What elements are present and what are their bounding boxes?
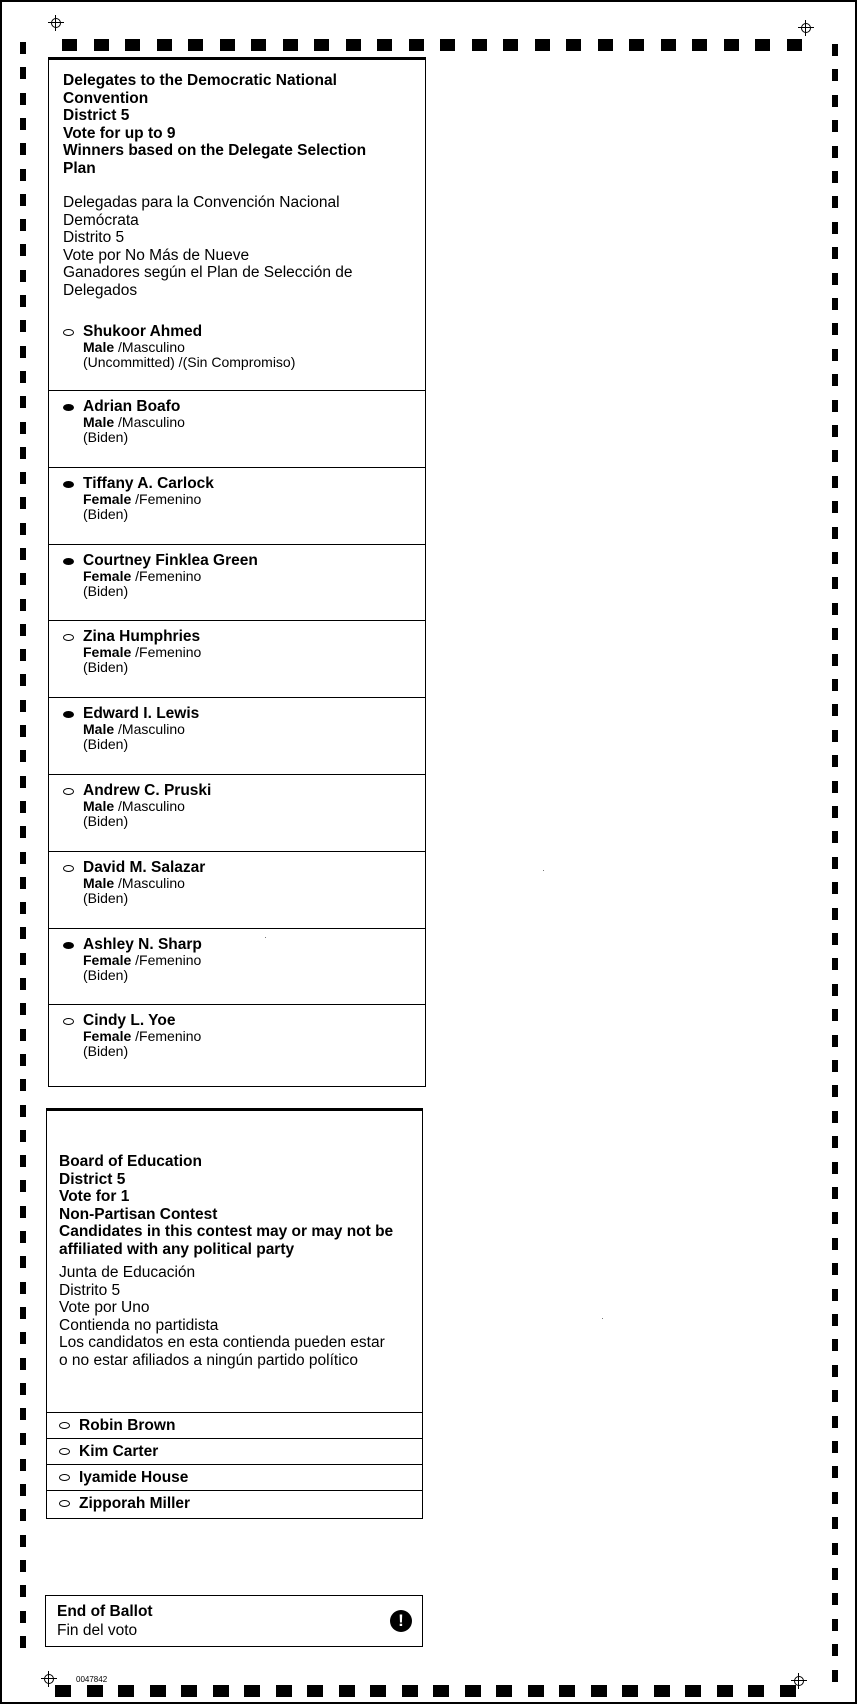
vote-oval[interactable]: [63, 1018, 74, 1025]
vote-oval[interactable]: [59, 1422, 70, 1429]
timing-mark: [20, 396, 26, 408]
timing-mark: [20, 927, 26, 939]
header-line: o no estar afiliados a ningún partido político: [59, 1351, 359, 1369]
vote-oval[interactable]: [63, 634, 74, 641]
timing-mark: [832, 1390, 838, 1402]
timing-mark: [832, 1314, 838, 1326]
timing-mark: [20, 118, 26, 130]
timing-mark: [440, 39, 455, 51]
timing-mark: [20, 1408, 26, 1420]
timing-mark: [832, 298, 838, 310]
timing-mark: [20, 1206, 26, 1218]
candidate-affiliation: (Biden): [83, 659, 129, 676]
delegates-header-es: [63, 194, 353, 299]
timing-mark: [20, 1079, 26, 1091]
timing-mark: [244, 1685, 260, 1697]
timing-mark: [832, 603, 838, 615]
timing-mark: [87, 1685, 103, 1697]
candidate-gender: Male /Masculino: [83, 721, 185, 738]
timing-mark: [20, 42, 26, 54]
candidate-row[interactable]: [49, 544, 425, 621]
timing-mark: [20, 1383, 26, 1395]
vote-oval[interactable]: [63, 481, 74, 488]
timing-mark: [20, 1029, 26, 1041]
vote-oval[interactable]: [63, 788, 74, 795]
end-of-ballot-box: [45, 1595, 423, 1647]
candidate-gender: Female /Femenino: [83, 951, 202, 968]
timing-mark: [150, 1685, 166, 1697]
timing-mark: [220, 39, 235, 51]
timing-mark: [832, 1619, 838, 1631]
header-line: Contienda no partidista: [59, 1316, 219, 1334]
timing-mark: [832, 222, 838, 234]
timing-mark: [832, 1365, 838, 1377]
candidate-affiliation: (Biden): [83, 813, 129, 829]
timing-mark: [496, 1685, 512, 1697]
timing-mark: [20, 169, 26, 181]
timing-mark: [661, 39, 676, 51]
timing-mark: [832, 1162, 838, 1174]
header-line: Ganadores según el Plan de Selección de: [63, 264, 353, 281]
candidate-row[interactable]: [47, 1490, 422, 1516]
timing-mark: [346, 39, 361, 51]
timing-mark: [566, 39, 581, 51]
header-line: Board of Education: [59, 1153, 202, 1170]
timing-mark: [20, 447, 26, 459]
timing-mark: [472, 39, 487, 51]
candidate-name: Kim Carter: [79, 1443, 159, 1460]
timing-mark: [20, 1105, 26, 1117]
timing-mark: [832, 654, 838, 666]
registration-mark-top-left: [48, 15, 64, 31]
timing-mark: [377, 39, 392, 51]
timing-mark: [20, 674, 26, 686]
header-line: District 5: [63, 107, 130, 124]
vote-oval[interactable]: [63, 711, 74, 718]
timing-mark: [591, 1685, 607, 1697]
timing-mark: [832, 69, 838, 81]
timing-mark: [20, 219, 26, 231]
exclamation-icon: !: [390, 1610, 412, 1632]
header-line: Delegados: [63, 281, 138, 299]
timing-mark: [94, 39, 109, 51]
timing-mark: [832, 1060, 838, 1072]
header-line: Delegadas para la Convención Nacional: [63, 194, 340, 211]
timing-mark: [832, 374, 838, 386]
timing-mark: [832, 1441, 838, 1453]
timing-mark: [20, 1307, 26, 1319]
candidate-affiliation: (Biden): [83, 889, 129, 906]
timing-mark: [20, 67, 26, 79]
timing-mark: [20, 776, 26, 788]
timing-mark: [20, 573, 26, 585]
header-line: Distrito 5: [63, 229, 125, 246]
header-line: Non-Partisan Contest: [59, 1205, 218, 1223]
timing-mark: [465, 1685, 481, 1697]
timing-mark: [20, 472, 26, 484]
header-line: Junta de Educación: [59, 1264, 196, 1281]
header-line: Vote for 1: [59, 1188, 130, 1205]
candidate-affiliation: (Uncommitted) /(Sin Compromiso): [83, 354, 296, 370]
timing-mark: [832, 1212, 838, 1224]
timing-mark: [213, 1685, 229, 1697]
timing-mark: [20, 599, 26, 611]
timing-mark: [20, 1054, 26, 1066]
candidate-name: Andrew C. Pruski: [83, 782, 212, 799]
candidate-name: Tiffany A. Carlock: [83, 474, 214, 492]
timing-mark: [251, 39, 266, 51]
timing-mark: [832, 958, 838, 970]
candidate-name: Adrian Boafo: [83, 398, 181, 415]
page-left-border: [0, 0, 2, 1704]
timing-mark: [20, 1231, 26, 1243]
candidate-row[interactable]: [47, 1412, 422, 1438]
timing-mark: [20, 649, 26, 661]
candidate-row[interactable]: [49, 620, 425, 697]
timing-mark: [832, 527, 838, 539]
timing-mark: [832, 1289, 838, 1301]
header-line: Delegates to the Democratic National: [63, 72, 337, 89]
header-line: Candidates in this contest may or may not be: [59, 1223, 394, 1240]
timing-mark: [832, 704, 838, 716]
timing-mark: [832, 755, 838, 767]
candidate-row[interactable]: [49, 697, 425, 774]
timing-mark: [20, 1459, 26, 1471]
candidate-gender: Female /Femenino: [83, 1028, 202, 1045]
timing-mark: [181, 1685, 197, 1697]
candidate-name: Shukoor Ahmed: [83, 323, 203, 340]
timing-mark: [832, 120, 838, 132]
timing-mark: [832, 857, 838, 869]
timing-mark: [20, 1433, 26, 1445]
timing-mark: [503, 39, 518, 51]
timing-mark: [339, 1685, 355, 1697]
header-line: Plan: [63, 159, 96, 177]
header-line: Demócrata: [63, 211, 139, 229]
timing-mark: [20, 320, 26, 332]
timing-mark: [20, 194, 26, 206]
timing-mark: [832, 831, 838, 843]
timing-mark: [20, 700, 26, 712]
timing-mark: [20, 1003, 26, 1015]
candidate-row[interactable]: [49, 390, 425, 467]
timing-mark: [188, 39, 203, 51]
timing-mark: [20, 422, 26, 434]
candidate-name: Ashley N. Sharp: [83, 935, 202, 953]
candidate-gender: Male /Masculino: [83, 414, 185, 430]
timing-mark: [118, 1685, 134, 1697]
timing-mark: [748, 1685, 764, 1697]
vote-oval[interactable]: [63, 942, 74, 949]
timing-mark: [832, 95, 838, 107]
candidate-row[interactable]: [49, 313, 425, 380]
timing-mark: [402, 1685, 418, 1697]
timing-mark: [832, 400, 838, 412]
candidate-name: David M. Salazar: [83, 858, 206, 876]
candidate-row[interactable]: [47, 1464, 422, 1490]
timing-mark: [832, 1035, 838, 1047]
timing-mark: [832, 552, 838, 564]
timing-mark: [832, 1187, 838, 1199]
timing-mark: [20, 93, 26, 105]
timing-mark: [307, 1685, 323, 1697]
candidate-gender: Male /Masculino: [83, 339, 185, 355]
timing-mark: [832, 1238, 838, 1250]
timing-mark: [832, 882, 838, 894]
candidate-name: Robin Brown: [79, 1417, 176, 1434]
header-line: Convention: [63, 89, 149, 107]
timing-mark: [832, 1111, 838, 1123]
timing-mark: [125, 39, 140, 51]
ballot-id: 0047842: [76, 1675, 108, 1684]
timing-mark: [20, 1282, 26, 1294]
candidate-affiliation: (Biden): [83, 966, 129, 983]
timing-mark: [832, 984, 838, 996]
timing-mark: [832, 501, 838, 513]
timing-mark: [832, 1136, 838, 1148]
timing-mark: [598, 39, 613, 51]
timing-mark: [20, 725, 26, 737]
candidate-affiliation: (Biden): [83, 1043, 129, 1060]
timing-mark: [724, 39, 739, 51]
candidate-row[interactable]: [47, 1438, 422, 1464]
timing-mark: [20, 346, 26, 358]
vote-oval[interactable]: [59, 1474, 70, 1481]
candidate-gender: Female /Femenino: [83, 567, 202, 584]
timing-mark: [20, 143, 26, 155]
timing-mark: [832, 1517, 838, 1529]
timing-mark: [629, 39, 644, 51]
timing-mark: [20, 1358, 26, 1370]
page-top-border: [0, 0, 857, 2]
candidate-name: Cindy L. Yoe: [83, 1012, 176, 1030]
timing-mark: [832, 196, 838, 208]
registration-mark-top-right: [798, 20, 814, 36]
scan-speck: [265, 937, 266, 938]
timing-mark: [20, 1636, 26, 1648]
timing-mark: [20, 801, 26, 813]
timing-mark: [685, 1685, 701, 1697]
timing-mark: [276, 1685, 292, 1697]
header-line: Distrito 5: [59, 1281, 121, 1299]
timing-mark: [832, 450, 838, 462]
timing-mark: [832, 628, 838, 640]
timing-mark: [20, 1611, 26, 1623]
timing-mark: [755, 39, 770, 51]
header-line: Vote for up to 9: [63, 124, 176, 142]
timing-mark: [20, 1180, 26, 1192]
timing-mark: [832, 1543, 838, 1555]
timing-mark: [20, 1535, 26, 1547]
timing-mark: [832, 781, 838, 793]
timing-mark: [55, 1685, 71, 1697]
vote-oval[interactable]: [63, 558, 74, 565]
board-of-education-contest: [46, 1108, 423, 1519]
timing-mark: [692, 39, 707, 51]
timing-mark: [832, 679, 838, 691]
candidate-row[interactable]: [49, 851, 425, 928]
timing-mark: [20, 497, 26, 509]
timing-mark: [20, 1256, 26, 1268]
timing-mark: [832, 806, 838, 818]
timing-mark: [20, 1484, 26, 1496]
timing-mark: [20, 1509, 26, 1521]
candidate-name: Edward I. Lewis: [83, 705, 200, 723]
timing-mark: [20, 902, 26, 914]
timing-mark: [409, 39, 424, 51]
timing-mark: [622, 1685, 638, 1697]
timing-mark: [20, 1130, 26, 1142]
timing-mark: [20, 826, 26, 838]
timing-mark: [832, 425, 838, 437]
timing-mark: [20, 750, 26, 762]
timing-mark: [20, 270, 26, 282]
timing-mark: [20, 953, 26, 965]
vote-oval[interactable]: [59, 1500, 70, 1507]
timing-mark: [832, 1339, 838, 1351]
timing-mark: [20, 877, 26, 889]
vote-oval[interactable]: [59, 1448, 70, 1455]
timing-mark: [370, 1685, 386, 1697]
candidate-name: Courtney Finklea Green: [83, 551, 258, 569]
timing-mark: [20, 548, 26, 560]
board-header-es: [59, 1264, 385, 1369]
timing-mark: [62, 39, 77, 51]
timing-mark: [20, 1560, 26, 1572]
candidate-row[interactable]: [49, 928, 425, 1005]
timing-mark: [832, 908, 838, 920]
vote-oval[interactable]: [63, 865, 74, 872]
timing-mark: [20, 852, 26, 864]
end-of-ballot-es: Fin del voto: [57, 1622, 138, 1639]
timing-mark: [654, 1685, 670, 1697]
timing-mark: [832, 1492, 838, 1504]
candidate-gender: Female /Femenino: [83, 490, 202, 507]
timing-mark: [832, 171, 838, 183]
timing-mark: [832, 323, 838, 335]
candidate-row[interactable]: [49, 1004, 425, 1081]
timing-mark: [20, 1585, 26, 1597]
board-header-en: [59, 1153, 393, 1258]
timing-mark: [717, 1685, 733, 1697]
timing-mark: [787, 39, 802, 51]
candidate-affiliation: (Biden): [83, 736, 129, 753]
timing-mark: [157, 39, 172, 51]
timing-mark: [832, 1568, 838, 1580]
timing-mark: [20, 523, 26, 535]
timing-mark: [832, 1085, 838, 1097]
timing-mark: [832, 730, 838, 742]
timing-mark: [832, 146, 838, 158]
timing-mark: [528, 1685, 544, 1697]
delegates-header-en: [63, 72, 366, 177]
timing-mark: [832, 44, 838, 56]
timing-mark: [559, 1685, 575, 1697]
candidate-gender: Female /Femenino: [83, 644, 202, 661]
timing-mark: [832, 247, 838, 259]
scan-speck: [543, 870, 544, 871]
timing-mark: [832, 1263, 838, 1275]
candidate-row[interactable]: [49, 774, 425, 851]
timing-mark: [433, 1685, 449, 1697]
timing-mark: [20, 295, 26, 307]
timing-mark: [314, 39, 329, 51]
timing-mark: [832, 273, 838, 285]
scan-speck: [602, 1318, 603, 1319]
timing-mark: [832, 1593, 838, 1605]
timing-mark: [780, 1685, 796, 1697]
timing-mark: [832, 1466, 838, 1478]
timing-mark: [832, 1416, 838, 1428]
vote-oval[interactable]: [63, 329, 74, 336]
header-line: District 5: [59, 1170, 126, 1188]
timing-mark: [20, 624, 26, 636]
candidate-gender: Male /Masculino: [83, 874, 185, 891]
candidate-gender: Male /Masculino: [83, 798, 185, 814]
candidate-row[interactable]: [49, 467, 425, 544]
end-of-ballot-en: End of Ballot: [57, 1603, 153, 1620]
timing-mark: [832, 476, 838, 488]
timing-mark: [20, 978, 26, 990]
vote-oval[interactable]: [63, 404, 74, 411]
timing-mark: [832, 577, 838, 589]
header-line: Vote por No Más de Nueve: [63, 246, 250, 264]
timing-mark: [832, 1644, 838, 1656]
timing-mark: [535, 39, 550, 51]
timing-mark: [20, 1155, 26, 1167]
candidate-affiliation: (Biden): [83, 505, 129, 522]
timing-mark: [20, 244, 26, 256]
candidate-affiliation: (Biden): [83, 582, 129, 599]
candidate-name: Zipporah Miller: [79, 1495, 191, 1512]
candidate-affiliation: (Biden): [83, 429, 129, 445]
timing-mark: [832, 1670, 838, 1682]
header-line: Vote por Uno: [59, 1299, 150, 1316]
timing-mark: [283, 39, 298, 51]
timing-mark: [832, 349, 838, 361]
header-line: Winners based on the Delegate Selection: [63, 142, 367, 159]
candidate-name: Zina Humphries: [83, 628, 201, 646]
timing-mark: [20, 1332, 26, 1344]
timing-mark: [832, 933, 838, 945]
header-line: affiliated with any political party: [59, 1240, 295, 1258]
timing-mark: [20, 371, 26, 383]
delegates-contest: [48, 57, 426, 1087]
candidate-name: Iyamide House: [79, 1469, 189, 1486]
header-line: Los candidatos en esta contienda pueden estar: [59, 1334, 385, 1351]
timing-mark: [832, 1009, 838, 1021]
